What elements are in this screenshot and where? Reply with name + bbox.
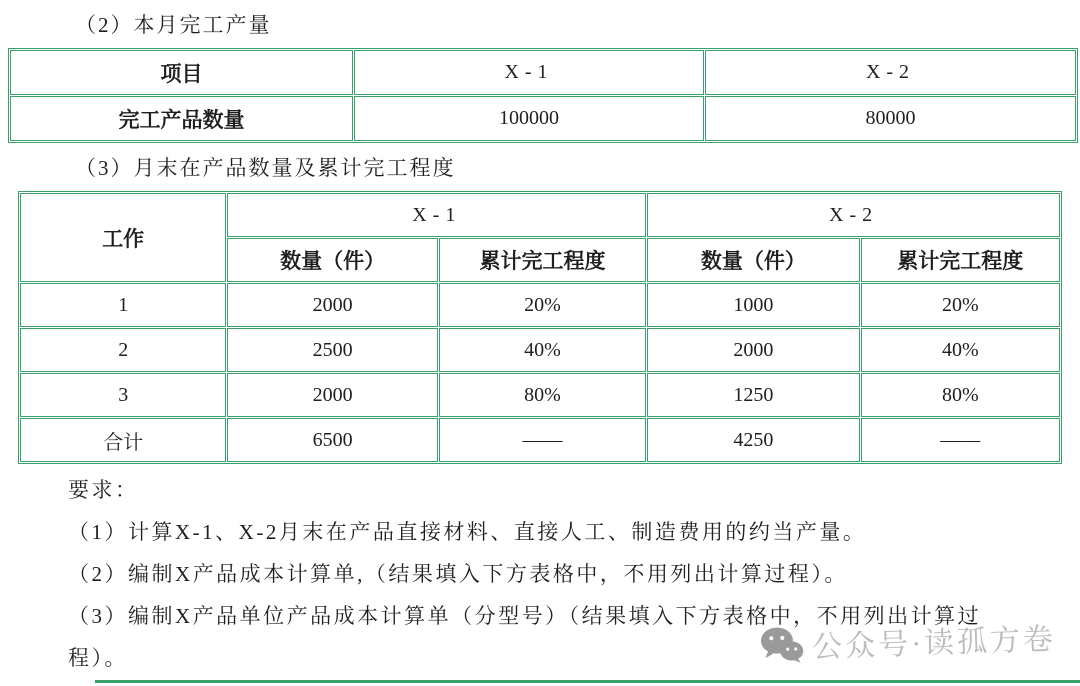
cell: 3 [20,373,226,417]
cell: 40% [439,328,646,372]
cell-total-x1: 6500 [227,418,437,462]
cell: 20% [439,283,646,327]
table-row-step2 [20,328,1060,372]
document-page [0,9,1080,679]
cell: 2 [20,328,226,372]
table-row-total [20,418,1060,462]
cell-dash: —— [861,418,1060,462]
requirement-line-3-continued: 程）。 [68,646,128,670]
column-header-item: 项目 [10,50,353,95]
completed-output-table [8,48,1078,143]
cell-x2-qty: 80000 [705,96,1076,141]
table-row-step3 [20,373,1060,417]
column-header-x2: X-2 [705,50,1076,95]
cell: 20% [861,283,1060,327]
sub-header-completion-x1: 累计完工程度 [439,238,646,282]
corner-header: 工作 [20,193,226,282]
next-table-top-border [95,680,1080,683]
section-3-title: （3）月末在产品数量及累计完工程度 [75,156,456,180]
sub-header-qty-x2: 数量（件） [647,238,859,282]
cell: 2000 [227,283,437,327]
row-header-completed-qty: 完工产品数量 [10,96,353,141]
cell: 40% [861,328,1060,372]
cell: 1250 [647,373,859,417]
cell-total-label: 合计 [20,418,226,462]
column-header-x1: X-1 [354,50,704,95]
cell: 80% [439,373,646,417]
cell: 2000 [227,373,437,417]
cell: 2500 [227,328,437,372]
sub-header-completion-x2: 累计完工程度 [861,238,1060,282]
requirement-line-2: （2）编制X产品成本计算单,（结果填入下方表格中，不用列出计算过程）。 [68,562,848,586]
requirements-block [68,469,1080,679]
wip-table [18,191,1062,464]
cell: 2000 [647,328,859,372]
cell-total-x2: 4250 [647,418,859,462]
requirement-line-3: （3）编制X产品单位产品成本计算单（分型号）（结果填入下方表格中，不用列出计算过 [68,604,982,628]
requirement-line-1: （1）计算X-1、X-2月末在产品直接材料、直接人工、制造费用的约当产量。 [68,520,867,544]
cell-x1-qty: 100000 [354,96,704,141]
cell: 80% [861,373,1060,417]
watermark-text: 公众号·读孤方卷 [811,622,1057,665]
requirements-label: 要求： [68,478,139,502]
table-row-step1 [20,283,1060,327]
sub-header-qty-x1: 数量（件） [227,238,437,282]
group-header-x1: X-1 [227,193,646,237]
section-2-title: （2）本月完工产量 [75,13,272,37]
cell: 1 [20,283,226,327]
table-header-row [10,50,1076,95]
group-header-row [20,193,1060,237]
group-header-x2: X-2 [647,193,1060,237]
cell-dash: —— [439,418,646,462]
table-row [10,96,1076,141]
cell: 1000 [647,283,859,327]
